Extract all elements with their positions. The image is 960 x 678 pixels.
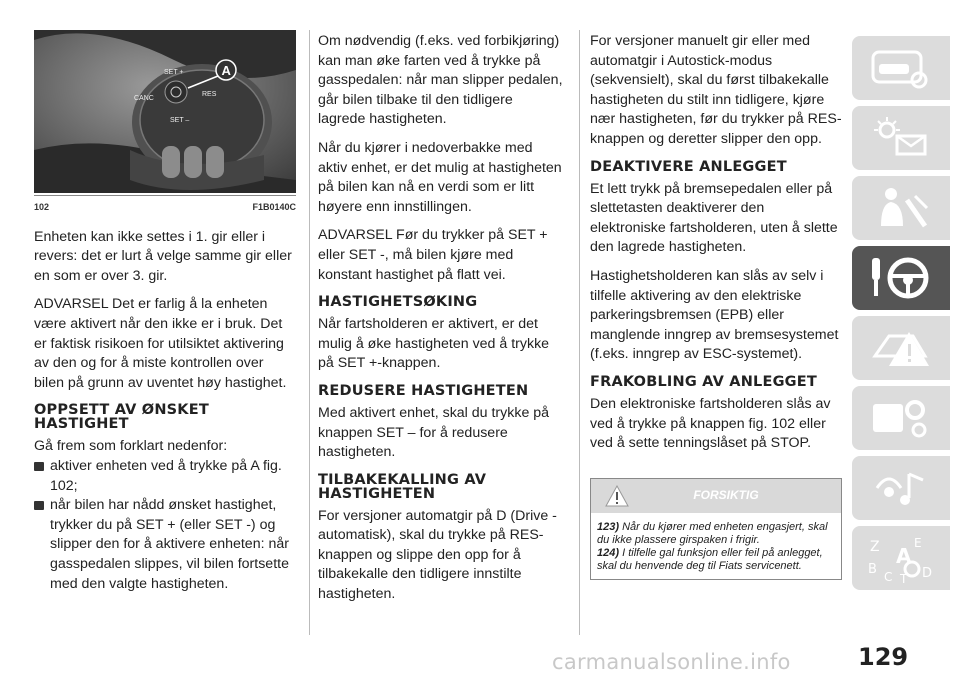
heading-reduce-speed: REDUSERE HASTIGHETEN: [318, 382, 529, 399]
svg-text:T: T: [900, 572, 908, 583]
maintenance-gears-icon: [869, 396, 933, 440]
heading-recall-speed: TILBAKEKALLING AV HASTIGHETEN: [318, 471, 487, 502]
bullet-icon: [34, 462, 44, 471]
note-number: 124): [597, 546, 620, 559]
tab-dashboard[interactable]: [852, 36, 950, 100]
multimedia-icon: [869, 466, 933, 510]
left-column: [34, 30, 296, 594]
heading-deactivate: DEAKTIVERE ANLEGGET: [590, 158, 787, 175]
index-az-icon: [866, 533, 936, 583]
svg-text:Z: Z: [870, 539, 880, 555]
tab-multimedia[interactable]: [852, 456, 950, 520]
caution-header: [591, 479, 841, 513]
caution-note: [597, 521, 835, 547]
bullet-text: aktiver enheten ved å trykke på A fig. 102;: [50, 457, 282, 494]
right-column: [590, 32, 842, 580]
set-plus-label: SET +: [164, 69, 184, 76]
tab-safety[interactable]: [852, 176, 950, 240]
car-dashboard-icon: [869, 46, 933, 90]
bullet-text: når bilen har nådd ønsket hastighet, trykker du på SET + (eller SET -) og slipper den for å aktivere enheten: når gasspedalen slippes, vil bilen fortsette med den valgte hastigheten.: [50, 497, 289, 592]
caution-box: [590, 478, 842, 580]
steering-wheel-key-icon: [866, 254, 936, 302]
column-divider: [579, 30, 580, 635]
canc-label: CANC: [134, 95, 154, 102]
deactivate-text: Et lett trykk på bremsepedalen eller på slettetasten deaktiverer den elektroniske fartsholderen, uten å slette den lagrede hastigheten.: [590, 180, 838, 256]
gear-restriction-text: Enheten kan ikke settes i 1. gir eller i revers: det er lurt å velge samme gir eller en som er over 3. gir.: [34, 228, 292, 284]
tab-warning-lights[interactable]: [852, 106, 950, 170]
downhill-text: Når du kjører i nedoverbakke med aktiv enhet, er det mulig at hastigheten på bilen kan nå en verdi som er litt høyere enn innstillingen.: [318, 139, 562, 215]
svg-text:D: D: [922, 566, 933, 581]
res-label: RES: [202, 91, 217, 98]
tab-maintenance[interactable]: [852, 386, 950, 450]
manual-gear-text: For versjoner manuelt gir eller med automatgir i Autostick-modus (sekvensielt), skal du først tilbakekalle hastigheten du stilt inn tidligere, kjøre nær hastigheten, før du trykker på RES-knappen og deretter slipper den opp.: [590, 33, 842, 147]
steering-wheel-photo: [34, 30, 296, 193]
caution-note: [597, 547, 835, 573]
emergency-icon: [869, 326, 933, 370]
warning-active-text: ADVARSEL Det er farlig å la enheten være aktivert når den ikke er i bruk. Det er faktisk risikoen for utilsiktet aktivering av den og for å miste kontrollen over bilen på grunn av uventet høy hastighet.: [34, 296, 287, 391]
list-item: [34, 496, 296, 594]
tab-emergency[interactable]: [852, 316, 950, 380]
speed-increase-text: Når fartsholderen er aktivert, er det mulig å øke hastigheten ved å trykke på SET +-knappen.: [318, 316, 550, 372]
seatbelt-safety-icon: [869, 186, 933, 230]
chapter-tabs: [852, 36, 960, 596]
bullet-icon: [34, 501, 44, 510]
figure-caption: [34, 195, 296, 218]
figure-code: F1B0140C: [252, 202, 296, 212]
steering-wheel-illustration: [34, 30, 296, 193]
warning-constant-speed-text: ADVARSEL Før du trykker på SET + eller SET -, må bilen kjøre med konstant hastighet på flatt vei.: [318, 227, 548, 283]
overtaking-text: Om nødvendig (f.eks. ved forbikjøring) kan man øke farten ved å trykke på gasspedalen: når man slipper pedalen, går bilen tilbake til den tidligere lagrede hastigheten.: [318, 33, 563, 128]
recall-speed-text: For versjoner automatgir på D (Drive - automatisk), skal du trykke på RES-knappen og slippe den opp for å tilbakekalle den tidligere innstilte hastigheten.: [318, 507, 557, 603]
epb-text: Hastighetsholderen kan slås av selv i tilfelle aktivering av den elektriske parkeringsbremsen (EPB) eller manglende inngrep av bremsesystemet (f.eks. inngrep av ESC-systemet).: [590, 267, 839, 363]
disconnect-text: Den elektroniske fartsholderen slås av ved å trykke på knappen fig. 102 eller ved å sette tenningslåset på STOP.: [590, 395, 831, 452]
reduce-speed-text: Med aktivert enhet, skal du trykke på knappen SET – for å redusere hastigheten.: [318, 404, 550, 461]
caution-title: FORSIKTIG: [693, 487, 759, 502]
warning-lights-icon: [869, 116, 933, 160]
watermark: carmanualsonline.info: [552, 650, 791, 674]
page-number: 129: [858, 643, 909, 671]
svg-text:B: B: [868, 562, 877, 577]
note-number: 123): [597, 520, 620, 533]
note-text: I tilfelle gal funksjon eller feil på anlegget, skal du henvende deg til Fiats servicenett.: [597, 546, 823, 572]
tab-start-driving[interactable]: [852, 246, 950, 310]
svg-text:C: C: [884, 570, 893, 583]
heading-set-speed: OPPSETT AV ØNSKET HASTIGHET: [34, 402, 209, 433]
caution-body: [591, 513, 841, 579]
figure-number: 102: [34, 202, 50, 212]
note-text: Når du kjører med enheten engasjert, skal du ikke plassere girspaken i frigir.: [597, 520, 828, 546]
list-item: [34, 457, 296, 496]
heading-disconnect: FRAKOBLING AV ANLEGGET: [590, 373, 817, 390]
column-divider: [309, 30, 310, 635]
heading-speed-increase: HASTIGHETSØKING: [318, 294, 478, 311]
middle-column: [318, 32, 564, 614]
callout-a-label: A: [221, 63, 231, 78]
svg-text:E: E: [914, 536, 922, 550]
set-minus-label: SET –: [170, 117, 190, 124]
procedure-intro: Gå frem som forklart nedenfor:: [34, 438, 228, 455]
svg-text:A: A: [896, 544, 912, 568]
warning-triangle-icon: [605, 485, 629, 507]
tab-index[interactable]: [852, 526, 950, 590]
